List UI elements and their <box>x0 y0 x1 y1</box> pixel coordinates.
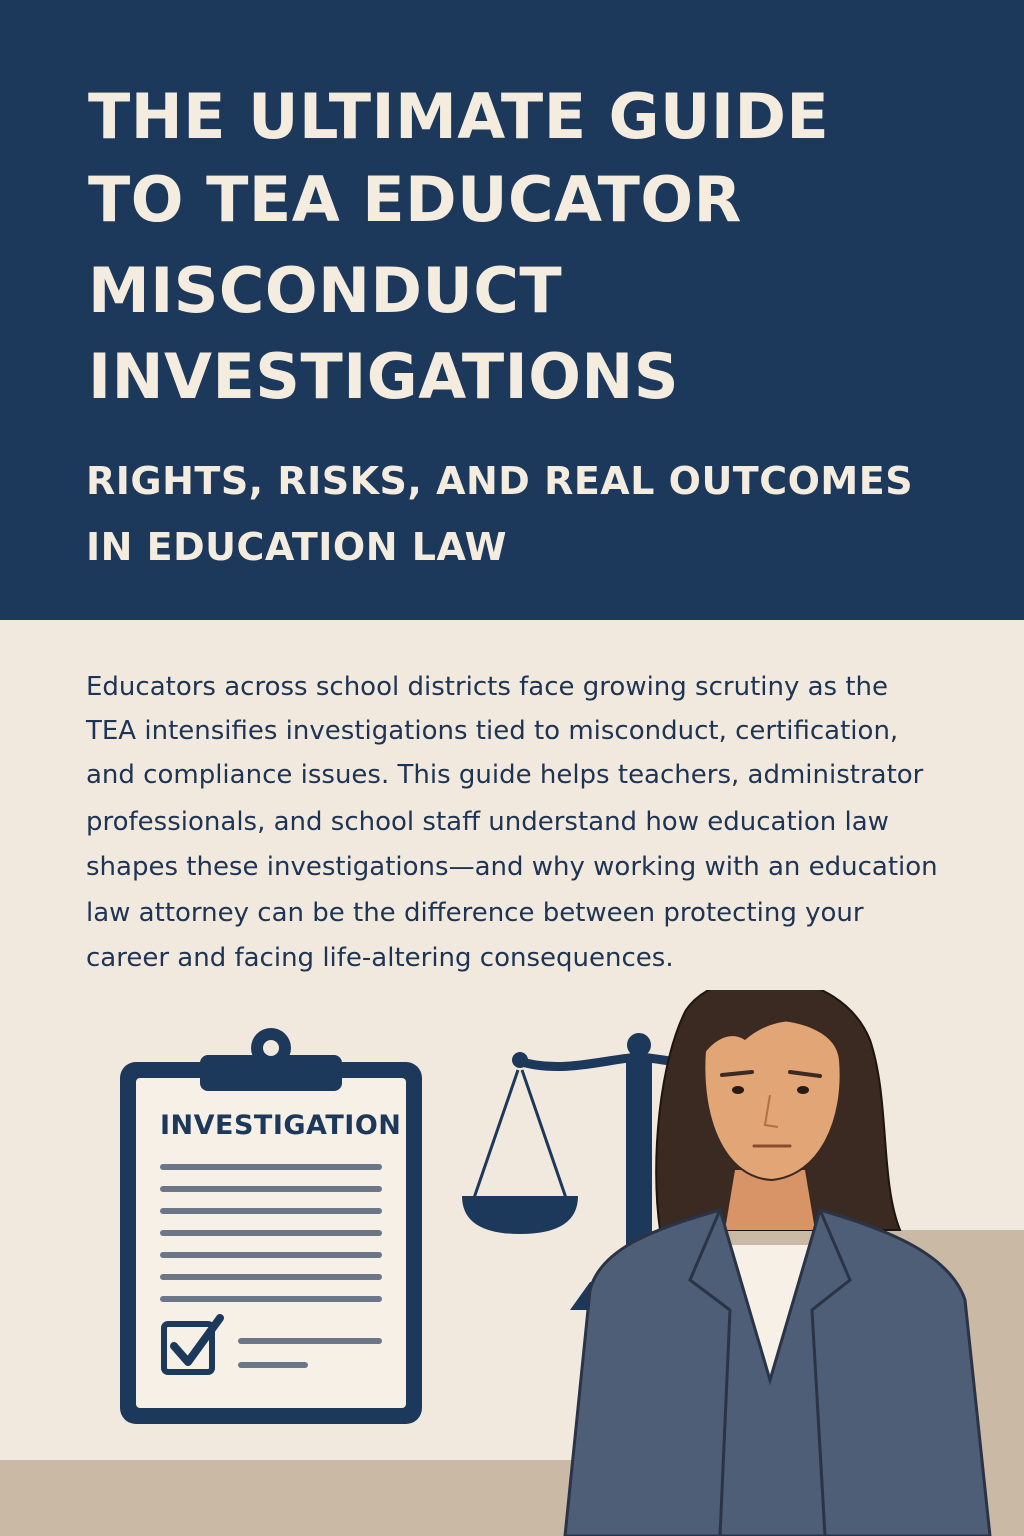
intro-line-2: TEA intensifies investigations tied to misconduct, certification, <box>86 716 899 746</box>
clipboard-icon <box>120 1028 422 1424</box>
intro-line-4: professionals, and school staff understand how education law <box>86 807 889 837</box>
page-title-line-1: THE ULTIMATE GUIDE <box>88 80 830 153</box>
page-title-line-3: MISCONDUCT <box>88 254 563 327</box>
intro-line-1: Educators across school districts face growing scrutiny as the <box>86 672 889 702</box>
clipboard-heading: INVESTIGATION <box>160 1110 402 1141</box>
page-title-line-4: INVESTIGATIONS <box>88 340 679 413</box>
intro-line-7: career and facing life-altering consequences. <box>86 943 674 973</box>
illustration-scene <box>0 990 1024 1536</box>
intro-line-3: and compliance issues. This guide helps teachers, administrator <box>86 760 924 790</box>
subtitle-line-1: RIGHTS, RISKS, AND REAL OUTCOMES <box>86 459 914 503</box>
header-banner <box>0 0 1024 620</box>
page-title-line-2: TO TEA EDUCATOR <box>88 163 742 236</box>
intro-line-6: law attorney can be the difference between protecting your <box>86 898 864 928</box>
intro-line-5: shapes these investigations—and why working with an education <box>86 852 938 882</box>
subtitle-line-2: IN EDUCATION LAW <box>86 525 508 569</box>
